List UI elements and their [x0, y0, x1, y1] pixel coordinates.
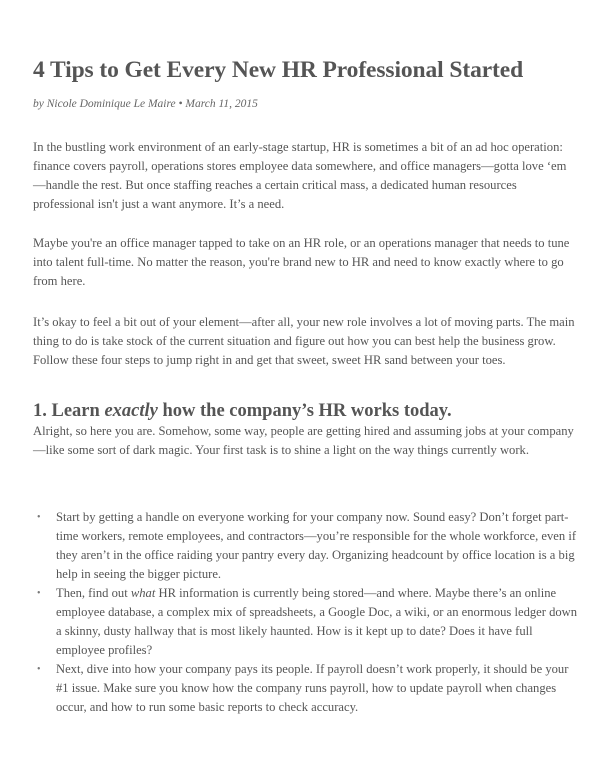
list-item-text-post: HR information is currently being stored—and where. Maybe there’s an online employee database, a complex mix of spreadsheets, a Google Doc, a wiki, or an enormous ledger down a skinny, dusty hallway that is most likely haunted. How is it kept up to date? Does it have full employee profiles? [56, 586, 578, 657]
section-1-heading-emphasis: exactly [104, 401, 158, 421]
list-item-text [56, 660, 578, 717]
intro-paragraph-3: It’s okay to feel a bit out of your element—after all, your new role involves a lot of moving parts. The main thing to do is take stock of the current situation and figure out how you can best help the business grow. Follow these four steps to jump right in and get that sweet, sweet HR sand between your toes. [33, 315, 575, 367]
list-item-text [56, 508, 578, 584]
section-1-heading [33, 400, 452, 422]
list-item-text-pre: Then, find out [56, 586, 131, 600]
bullet-dot-icon: • [37, 512, 41, 523]
list-item-text-pre: Next, dive into how your company pays its people. If payroll doesn’t work properly, it should be your #1 issue. Make sure you know how the company runs payroll, how to update payroll when changes occur, and how to run some basic reports to check accuracy. [56, 662, 569, 714]
list-item-text-pre: Start by getting a handle on everyone working for your company now. Sound easy? Don’t forget part-time workers, remote employees, and contractors—you’re responsible for the whole workforce, even if they aren’t in the office raiding your pantry every day. Organizing headcount by office location is a big help in seeing the bigger picture. [56, 510, 577, 581]
list-item-text-emphasis: what [130, 586, 156, 600]
section-1-heading-post: how the company’s HR works today. [157, 401, 452, 421]
list-item-text [56, 584, 578, 660]
section-1-intro: Alright, so here you are. Somehow, some way, people are getting hired and assuming jobs at your company—like some sort of dark magic. Your first task is to shine a light on the way things currently work. [33, 424, 574, 457]
intro-paragraph-2: Maybe you're an office manager tapped to take on an HR role, or an operations manager that needs to tune into talent full-time. No matter the reason, you're brand new to HR and need to know exactly where to go from here. [33, 236, 570, 288]
article-byline: by Nicole Dominique Le Maire • March 11, 2015 [33, 98, 258, 110]
bullet-dot-icon: • [37, 664, 41, 675]
intro-paragraph-1: In the bustling work environment of an early-stage startup, HR is sometimes a bit of an ad hoc operation: finance covers payroll, operations stores employee data somewhere, and office managers—gotta love ‘em—handle the rest. But once staffing reaches a certain critical mass, a dedicated human resources professional isn't just a want anymore. It’s a need. [33, 140, 567, 211]
section-1-heading-pre: 1. Learn [33, 401, 105, 421]
bullet-dot-icon: • [37, 588, 41, 599]
article-title: 4 Tips to Get Every New HR Professional Started [33, 57, 524, 83]
